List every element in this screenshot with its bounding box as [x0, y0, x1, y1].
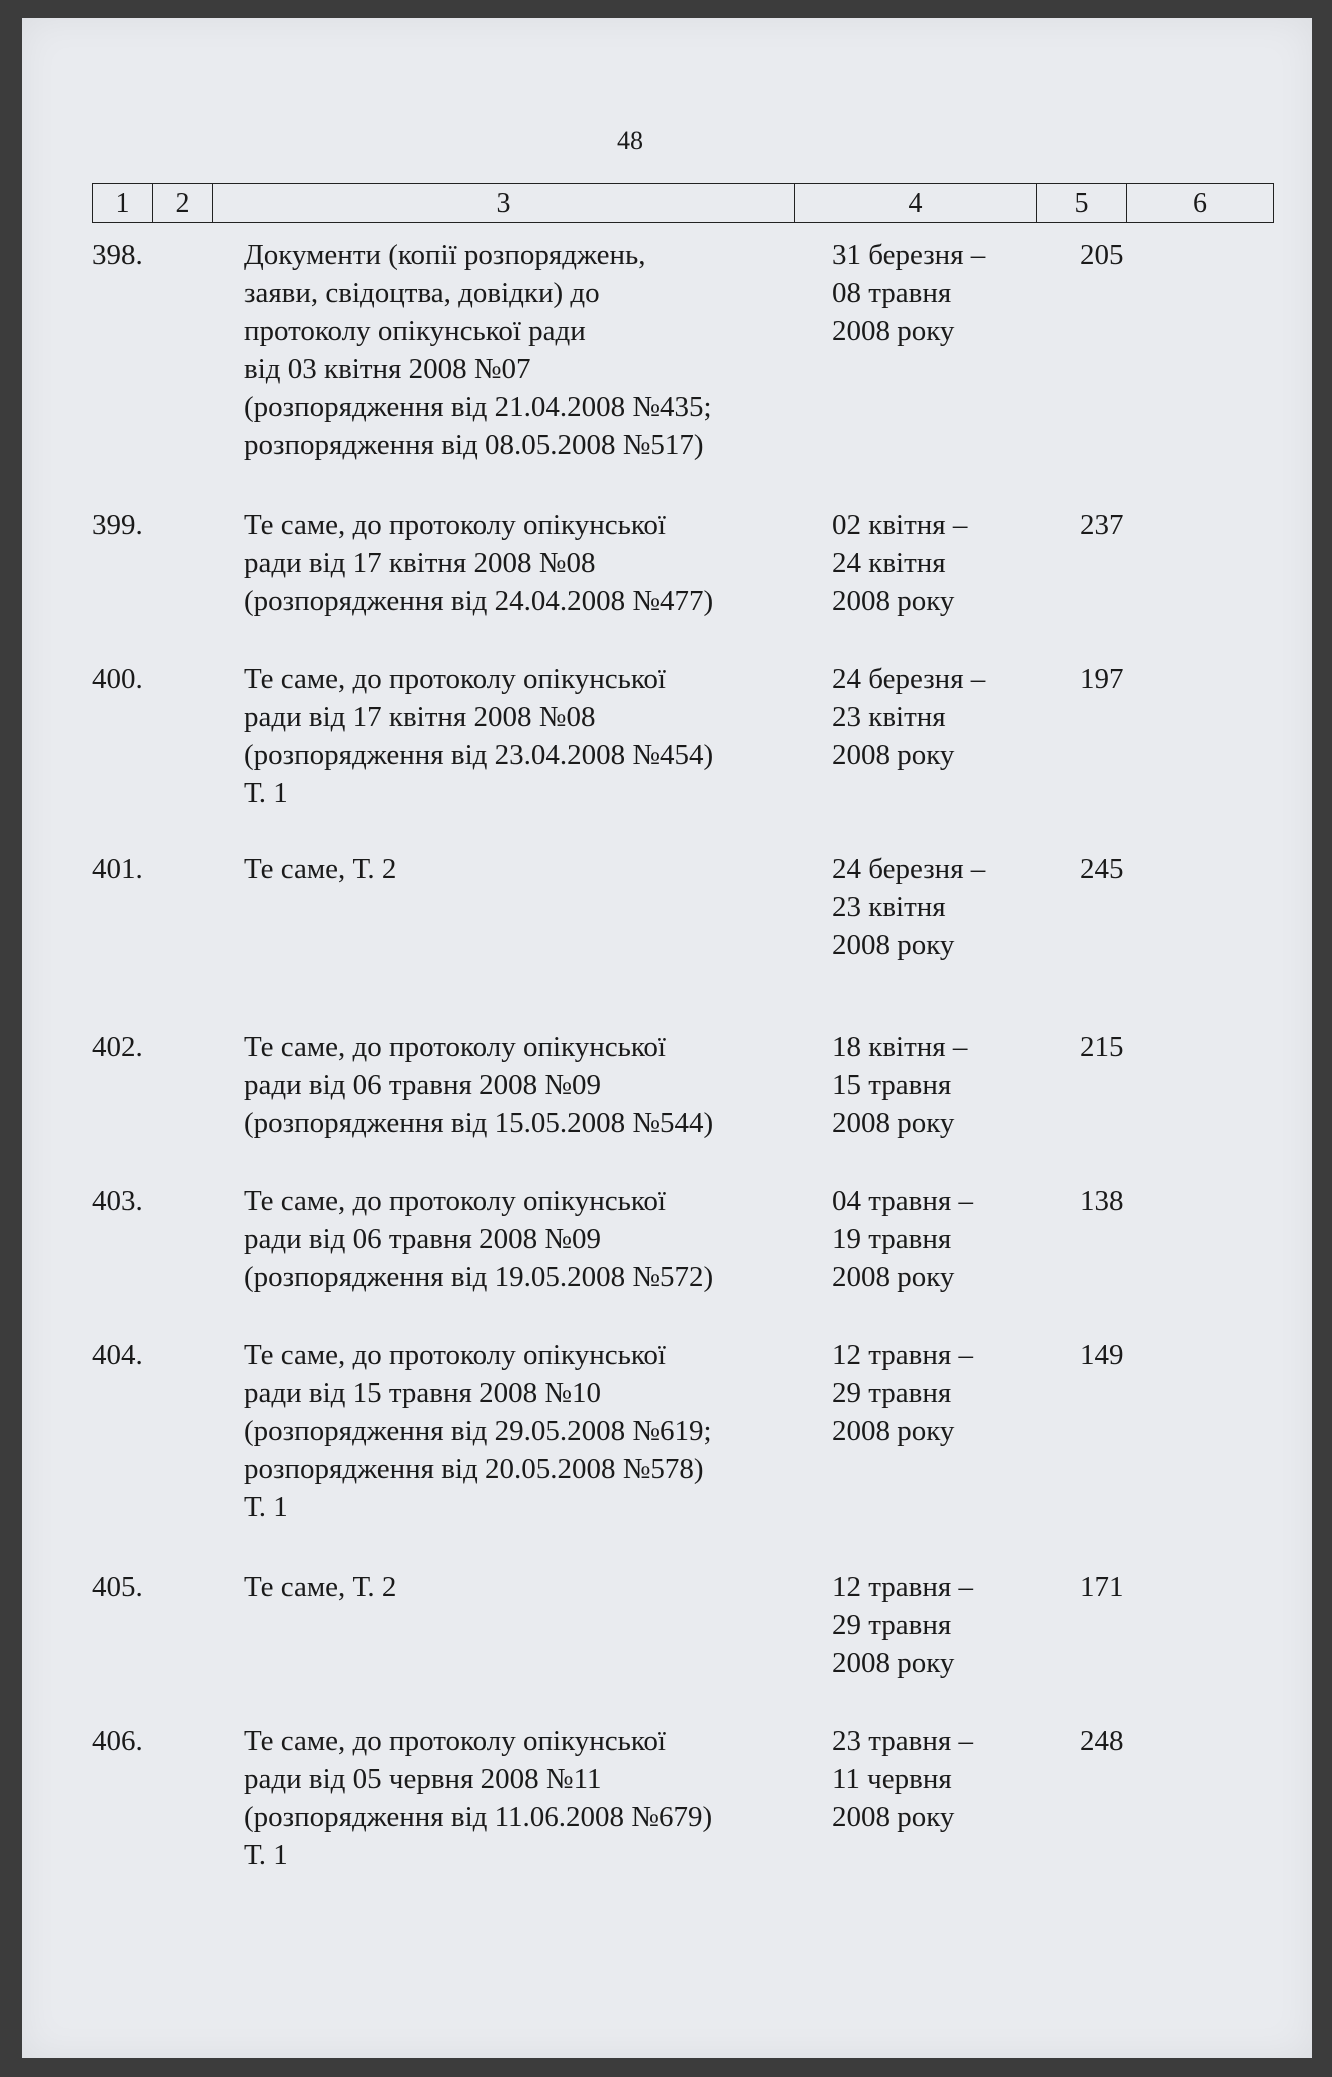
- row-pages: 138: [1080, 1185, 1124, 1217]
- row-title: Те саме, Т. 2: [244, 1571, 397, 1603]
- row-number: 400.: [92, 663, 143, 695]
- row-title: Те саме, Т. 2: [244, 853, 397, 885]
- row-title: Те саме, до протоколу опікунської ради від 15 травня 2008 №10 (розпорядження від 29.05.2008 №619; розпорядження від 20.05.2008 №578) Т. 1: [244, 1339, 712, 1523]
- row-number: 405.: [92, 1571, 143, 1603]
- row-title: Те саме, до протоколу опікунської ради від 06 травня 2008 №09 (розпорядження від 19.05.2008 №572): [244, 1185, 714, 1293]
- row-dates: 23 травня – 11 червня 2008 року: [832, 1725, 973, 1833]
- table-body: [22, 18, 1312, 2058]
- row-number: 404.: [92, 1339, 143, 1371]
- row-title: Те саме, до протоколу опікунської ради від 05 червня 2008 №11 (розпорядження від 11.06.2008 №679) Т. 1: [244, 1725, 713, 1871]
- row-pages: 197: [1080, 663, 1124, 695]
- row-title: Документи (копії розпоряджень, заяви, свідоцтва, довідки) до протоколу опікунської ради від 03 квітня 2008 №07 (розпорядження від 21.04.2008 №435; розпорядження від 08.05.2008 №517): [244, 239, 712, 461]
- row-pages: 205: [1080, 239, 1124, 271]
- row-number: 402.: [92, 1031, 143, 1063]
- row-dates: 31 березня – 08 травня 2008 року: [832, 239, 986, 347]
- row-title: Те саме, до протоколу опікунської ради від 17 квітня 2008 №08 (розпорядження від 24.04.2008 №477): [244, 509, 714, 617]
- page-number: 48: [617, 126, 643, 155]
- row-number: 398.: [92, 239, 143, 271]
- row-number: 403.: [92, 1185, 143, 1217]
- row-dates: 12 травня – 29 травня 2008 року: [832, 1571, 973, 1679]
- header-col-3: 3: [213, 184, 795, 222]
- row-pages: 245: [1080, 853, 1124, 885]
- row-title: Те саме, до протоколу опікунської ради від 06 травня 2008 №09 (розпорядження від 15.05.2008 №544): [244, 1031, 714, 1139]
- row-number: 406.: [92, 1725, 143, 1757]
- header-col-5: 5: [1037, 184, 1127, 222]
- row-dates: 24 березня – 23 квітня 2008 року: [832, 853, 986, 961]
- row-pages: 237: [1080, 509, 1124, 541]
- header-col-1: 1: [93, 184, 153, 222]
- header-col-4: 4: [795, 184, 1037, 222]
- header-col-6: 6: [1193, 188, 1207, 219]
- row-dates: 24 березня – 23 квітня 2008 року: [832, 663, 986, 771]
- row-title: Те саме, до протоколу опікунської ради від 17 квітня 2008 №08 (розпорядження від 23.04.2008 №454) Т. 1: [244, 663, 714, 809]
- row-pages: 248: [1080, 1725, 1124, 1757]
- row-pages: 215: [1080, 1031, 1124, 1063]
- row-dates: 02 квітня – 24 квітня 2008 року: [832, 509, 968, 617]
- row-dates: 12 травня – 29 травня 2008 року: [832, 1339, 973, 1447]
- row-number: 399.: [92, 509, 143, 541]
- row-number: 401.: [92, 853, 143, 885]
- header-col-2: 2: [153, 184, 213, 222]
- row-dates: 18 квітня – 15 травня 2008 року: [832, 1031, 968, 1139]
- row-pages: 149: [1080, 1339, 1124, 1371]
- row-pages: 171: [1080, 1571, 1124, 1603]
- document-page: [22, 18, 1312, 2058]
- row-dates: 04 травня – 19 травня 2008 року: [832, 1185, 973, 1293]
